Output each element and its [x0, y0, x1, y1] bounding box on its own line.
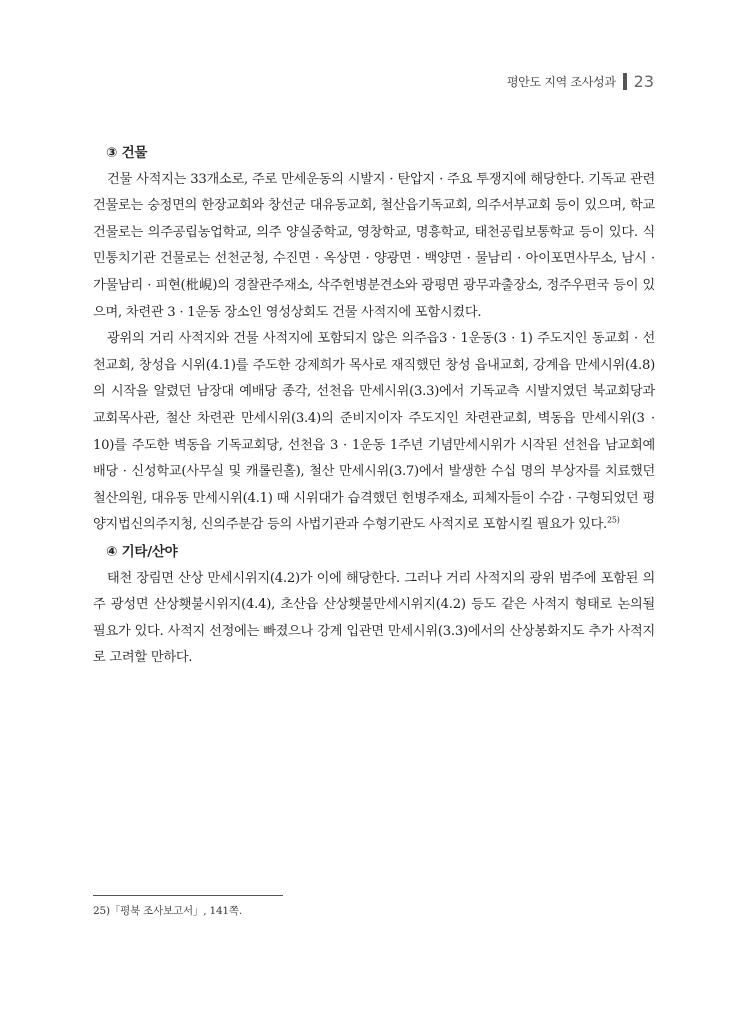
main-content — [93, 140, 655, 672]
paragraph: 태천 장림면 산상 만세시위지(4.2)가 이에 해당한다. 그러나 거리 사적지의 광위 범주에 포함된 의주 광성면 산상횃불시위지(4.4), 초산읍 산상횃불만세시위지(4.2) 등도 같은 사적지 형태로 논의될 필요가 있다. 사적지 선정에는 빠졌으나 강계 입관면 만세시위(3.3)에서의 산상봉화지도 추가 사적지로 고려할 만하다. — [93, 570, 655, 666]
section-heading-buildings: ③ 건물 — [106, 145, 148, 161]
paragraph: 건물 사적지는 33개소로, 주로 만세운동의 시발지 · 탄압지 · 주요 투쟁지에 해당한다. 기독교 관련 건물로는 숭정면의 한장교회와 창선군 대유동교회, 철산읍기독교회, 의주서부교회 등이 있으며, 학교 건물로는 의주공립농업학교, 의주 양실중학교, 영창학교, 명흥학교, 태천공립보통학교 등이 있다. 식민통치기관 건물로는 선천군청, 수진면 · 옥상면 · 양광면 · 백양면 · 물남리 · 아이포면사무소, 남시 · 가물남리 · 피현(枇峴)의 경찰관주재소, 삭주헌병분견소와 광평면 광무과출장소, 정주우편국 등이 있으며, 차련관 3 · 1운동 장소인 영성상회도 건물 사적지에 포함시켰다. — [93, 171, 655, 320]
paragraph-text: 광위의 거리 사적지와 건물 사적지에 포함되지 않은 의주읍3 · 1운동(3 · 1) 주도지인 동교회 · 선천교회, 창성읍 시위(4.1)를 주도한 강제희가 목사로 재직했던 창성 읍내교회, 강계읍 만세시위(4.8)의 시작을 알렸던 남장대 예배당 종각, 선천읍 만세시위(3.3)에서 기독교측 시발지였던 북교회당과 교회목사관, 철산 차련관 만세시위(3.4)의 준비지이자 주도지인 차련관교회, 벽동읍 만세시위(3 · 10)를 주도한 벽동읍 기독교회당, 선천읍 3 · 1운동 1주년 기념만세시위가 시작된 선천읍 남교회예배당 · 신성학교(사무실 및 캐롤린홀), 철산 만세시위(3.7)에서 발생한 수십 명의 부상자를 치료했던 철산의원, 대유동 만세시위(4.1) 때 시위대가 습격했던 헌병주재소, 피체자들이 수감 · 구형되었던 평양지법신의주지청, 신의주분감 등의 사법기관과 수형기관도 사적지로 포함시킬 필요가 있다. — [93, 331, 655, 533]
paragraph — [93, 326, 655, 539]
page-number: 23 — [633, 72, 654, 91]
footnote: 25)「평북 조사보고서」, 141쪽. — [93, 905, 242, 917]
section-title: 평안도 지역 조사성과 — [506, 75, 616, 89]
running-head — [507, 72, 654, 91]
header-bar-decoration — [623, 73, 627, 90]
section-heading-other: ④ 기타/산야 — [106, 543, 178, 560]
footnote-reference[interactable]: 25) — [607, 515, 620, 525]
footnote-divider — [93, 895, 283, 896]
